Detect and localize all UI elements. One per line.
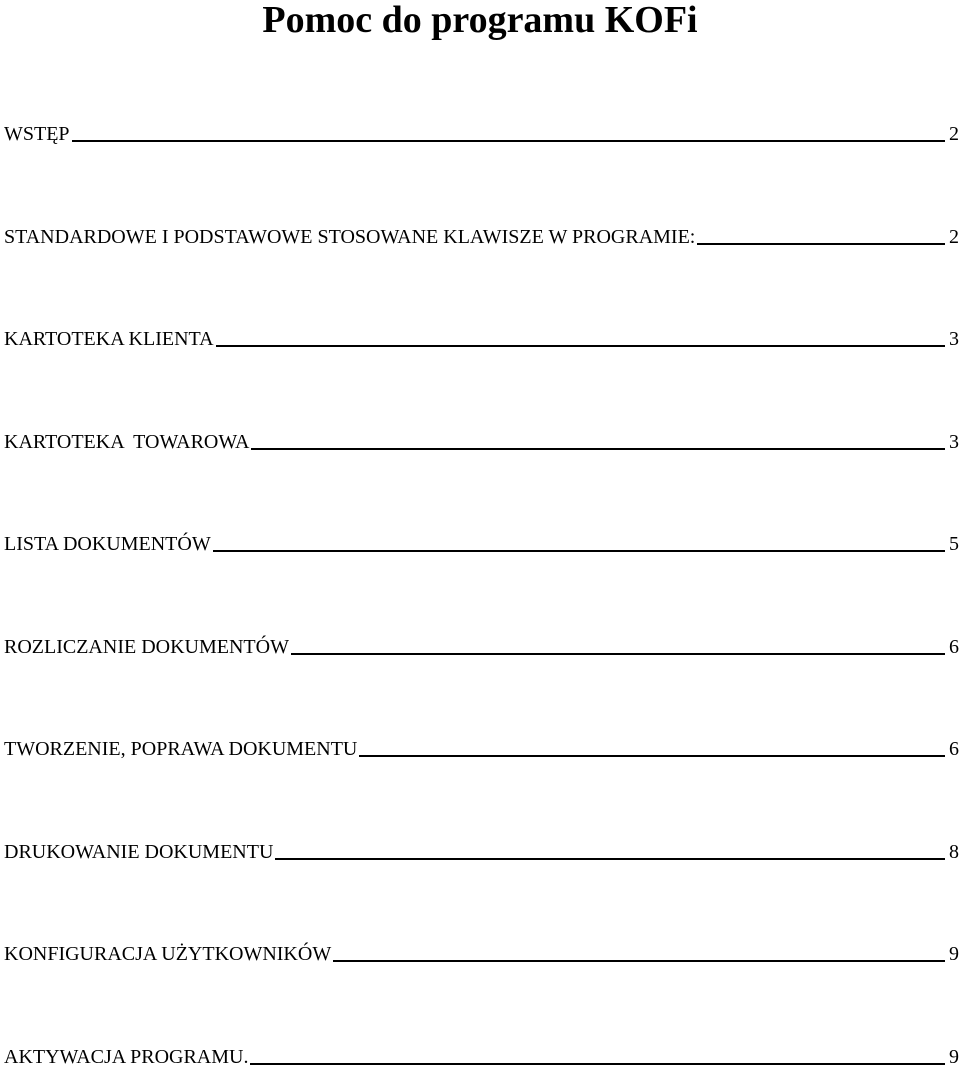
toc-leader-line [216, 345, 945, 347]
toc-page-number: 5 [949, 533, 959, 555]
toc-page-number: 9 [949, 1046, 959, 1068]
table-of-contents [4, 0, 959, 1069]
toc-page-number: 6 [949, 636, 959, 658]
toc-leader-line [291, 653, 945, 655]
toc-entry-lista-dokumentow[interactable] [4, 530, 959, 554]
toc-entry-label: DRUKOWANIE DOKUMENTU [4, 841, 274, 863]
document-title: Pomoc do programu KOFi [262, 0, 698, 41]
toc-leader-line [697, 243, 945, 245]
toc-entry-kartoteka-towarowa[interactable] [4, 428, 959, 452]
toc-leader-line [251, 448, 945, 450]
toc-page-number: 3 [949, 328, 959, 350]
toc-leader-line [72, 140, 945, 142]
toc-leader-line [333, 960, 945, 962]
toc-entry-label: KONFIGURACJA UŻYTKOWNIKÓW [4, 943, 332, 965]
toc-page-number: 3 [949, 431, 959, 453]
toc-leader-line [250, 1063, 945, 1065]
toc-page-number: 2 [949, 123, 959, 145]
toc-page-number: 8 [949, 841, 959, 863]
toc-entry-label: TWORZENIE, POPRAWA DOKUMENTU [4, 738, 358, 760]
toc-page-number: 9 [949, 943, 959, 965]
toc-leader-line [213, 550, 945, 552]
toc-entry-label: AKTYWACJA PROGRAMU. [4, 1046, 249, 1068]
toc-entry-label: WSTĘP [4, 123, 70, 145]
toc-entry-tworzenie-dokumentu[interactable] [4, 735, 959, 759]
toc-entry-kartoteka-klienta[interactable] [4, 325, 959, 349]
toc-entry-label: LISTA DOKUMENTÓW [4, 533, 211, 555]
toc-entry-drukowanie-dokumentu[interactable] [4, 838, 959, 862]
toc-leader-line [275, 858, 945, 860]
toc-page-number: 6 [949, 738, 959, 760]
toc-entry-rozliczanie-dokumentow[interactable] [4, 633, 959, 657]
toc-entry-klawisze[interactable] [4, 223, 959, 247]
toc-entry-label: KARTOTEKA TOWAROWA [4, 431, 250, 453]
toc-entry-wstep[interactable] [4, 120, 959, 144]
toc-leader-line [359, 755, 945, 757]
toc-page-number: 2 [949, 226, 959, 248]
toc-entry-konfiguracja-uzytkownikow[interactable] [4, 940, 959, 964]
toc-entry-label: STANDARDOWE I PODSTAWOWE STOSOWANE KLAWISZE W PROGRAMIE: [4, 226, 696, 248]
toc-entry-aktywacja-programu[interactable] [4, 1043, 959, 1067]
toc-entry-label: KARTOTEKA KLIENTA [4, 328, 214, 350]
toc-entry-label: ROZLICZANIE DOKUMENTÓW [4, 636, 289, 658]
